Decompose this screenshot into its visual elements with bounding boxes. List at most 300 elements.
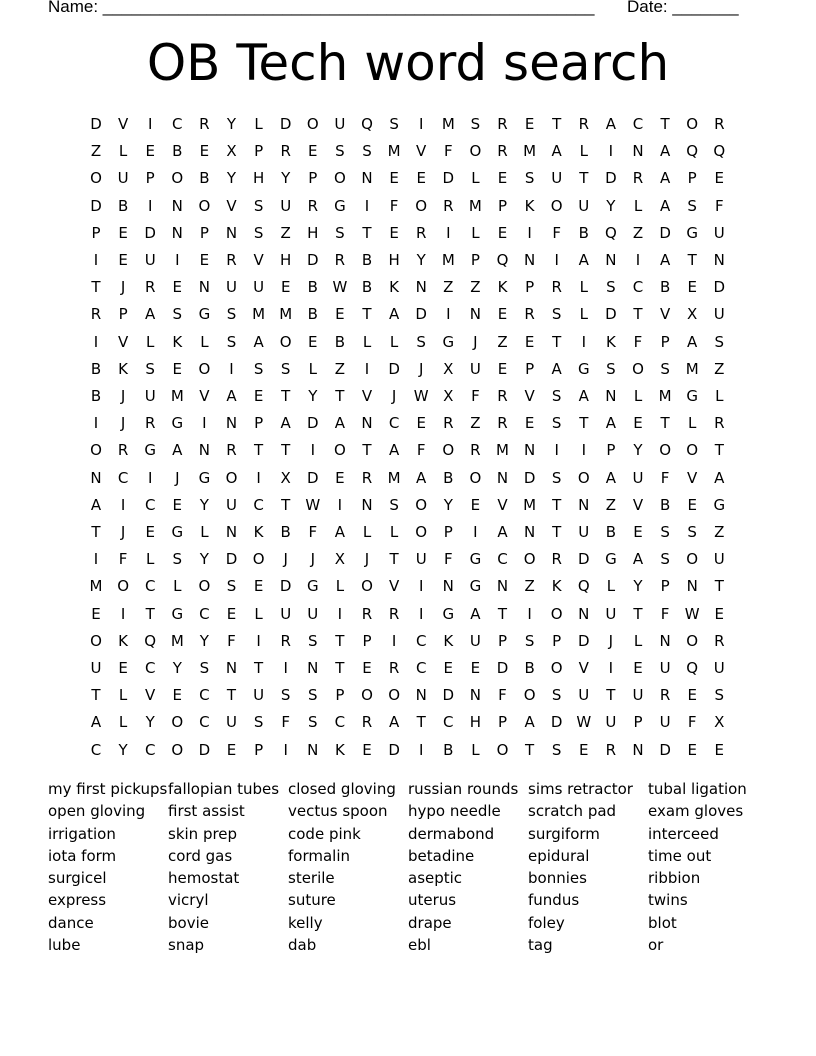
grid-letter[interactable]: X [687, 305, 698, 324]
grid-letter[interactable]: Q [686, 142, 699, 161]
grid-letter[interactable]: E [497, 359, 508, 378]
grid-letter[interactable]: S [714, 332, 725, 351]
grid-letter[interactable]: W [332, 278, 348, 297]
grid-letter[interactable]: E [253, 387, 264, 405]
grid-letter[interactable]: F [633, 332, 643, 351]
grid-letter[interactable]: P [362, 631, 372, 650]
grid-letter[interactable]: U [713, 305, 725, 324]
grid-letter[interactable]: C [632, 278, 644, 297]
grid-letter[interactable]: P [443, 523, 453, 541]
grid-letter[interactable]: Y [226, 169, 237, 188]
grid-letter[interactable]: A [497, 523, 508, 541]
grid-letter[interactable]: R [497, 414, 508, 433]
grid-letter[interactable]: I [527, 604, 532, 623]
grid-letter[interactable]: I [93, 332, 99, 351]
grid-letter[interactable]: Z [443, 278, 454, 297]
grid-letter[interactable]: A [334, 523, 346, 541]
grid-letter[interactable]: S [551, 740, 562, 759]
grid-letter[interactable]: A [578, 387, 589, 405]
grid-letter[interactable]: N [415, 278, 427, 297]
grid-letter[interactable]: V [145, 686, 156, 705]
grid-letter[interactable]: D [307, 468, 319, 487]
grid-letter[interactable]: Y [172, 659, 182, 677]
grid-letter[interactable]: T [91, 278, 101, 297]
grid-letter[interactable]: J [283, 550, 288, 569]
grid-letter[interactable]: L [579, 305, 588, 324]
grid-letter[interactable]: I [418, 740, 424, 759]
grid-letter[interactable]: M [685, 359, 699, 378]
grid-letter[interactable]: S [660, 523, 670, 541]
grid-letter[interactable]: I [554, 441, 559, 460]
grid-letter[interactable]: N [171, 223, 183, 242]
grid-letter[interactable]: F [687, 713, 697, 732]
grid-letter[interactable]: N [578, 604, 590, 623]
grid-letter[interactable]: B [307, 305, 318, 324]
grid-letter[interactable]: B [443, 468, 454, 487]
grid-letter[interactable]: V [659, 305, 671, 324]
grid-letter[interactable]: A [524, 713, 535, 732]
grid-letter[interactable]: J [120, 387, 126, 405]
grid-letter[interactable]: O [550, 659, 563, 677]
grid-letter[interactable]: Q [577, 577, 590, 596]
grid-letter[interactable]: I [581, 441, 587, 460]
grid-letter[interactable]: S [714, 686, 725, 705]
grid-letter[interactable]: L [389, 332, 399, 351]
grid-letter[interactable]: H [469, 713, 482, 732]
grid-letter[interactable]: O [577, 468, 590, 487]
grid-letter[interactable]: A [90, 495, 102, 514]
grid-letter[interactable]: N [361, 414, 373, 433]
grid-letter[interactable]: N [523, 441, 536, 460]
grid-letter[interactable]: E [416, 169, 426, 188]
grid-letter[interactable]: G [171, 414, 184, 433]
grid-letter[interactable]: L [118, 686, 128, 705]
grid-letter[interactable]: R [361, 468, 373, 487]
grid-letter[interactable]: S [687, 523, 697, 541]
grid-letter[interactable]: E [362, 659, 372, 677]
grid-letter[interactable]: A [659, 142, 671, 161]
grid-letter[interactable]: P [660, 332, 670, 351]
grid-letter[interactable]: N [415, 686, 427, 705]
grid-letter[interactable]: I [147, 196, 153, 215]
grid-letter[interactable]: E [633, 414, 643, 433]
grid-letter[interactable]: P [497, 713, 508, 732]
grid-letter[interactable]: S [253, 359, 264, 378]
grid-letter[interactable]: D [523, 468, 536, 487]
grid-letter[interactable]: R [117, 441, 129, 460]
grid-letter[interactable]: B [172, 142, 183, 161]
grid-letter[interactable]: O [171, 713, 184, 732]
grid-letter[interactable]: T [335, 659, 345, 677]
grid-letter[interactable]: E [172, 495, 183, 514]
grid-letter[interactable]: B [578, 223, 589, 242]
grid-letter[interactable]: S [172, 550, 183, 569]
grid-letter[interactable]: S [226, 305, 237, 324]
grid-letter[interactable]: G [144, 441, 156, 460]
grid-letter[interactable]: Y [199, 550, 209, 569]
grid-letter[interactable]: P [552, 631, 562, 650]
grid-letter[interactable]: N [307, 740, 319, 759]
grid-letter[interactable]: A [632, 550, 644, 569]
grid-letter[interactable]: L [715, 387, 724, 405]
grid-letter[interactable]: O [659, 441, 671, 460]
grid-letter[interactable]: P [633, 713, 643, 732]
grid-letter[interactable]: U [469, 359, 481, 378]
grid-letter[interactable]: C [415, 631, 427, 650]
grid-letter[interactable]: O [198, 196, 211, 215]
grid-letter[interactable]: S [389, 115, 399, 133]
grid-letter[interactable]: E [335, 468, 345, 487]
grid-letter[interactable]: P [254, 142, 264, 161]
grid-letter[interactable]: E [118, 251, 128, 269]
grid-letter[interactable]: J [418, 359, 424, 378]
grid-letter[interactable]: R [714, 115, 725, 133]
grid-letter[interactable]: E [524, 414, 535, 433]
grid-letter[interactable]: T [281, 441, 291, 460]
grid-letter[interactable]: Y [145, 713, 155, 732]
grid-letter[interactable]: T [497, 604, 508, 623]
grid-letter[interactable]: T [254, 441, 264, 460]
grid-letter[interactable]: W [413, 387, 429, 405]
grid-letter[interactable]: E [91, 604, 101, 623]
grid-letter[interactable]: N [225, 414, 238, 433]
grid-letter[interactable]: I [256, 468, 261, 487]
grid-letter[interactable]: B [117, 196, 129, 215]
grid-letter[interactable]: P [335, 686, 345, 705]
grid-letter[interactable]: O [90, 169, 102, 188]
grid-letter[interactable]: N [469, 686, 481, 705]
grid-letter[interactable]: U [226, 278, 237, 297]
grid-letter[interactable]: R [199, 115, 210, 133]
grid-letter[interactable]: D [659, 223, 671, 242]
grid-letter[interactable]: T [687, 251, 697, 269]
grid-letter[interactable]: C [497, 550, 508, 569]
grid-letter[interactable]: L [633, 196, 643, 215]
grid-letter[interactable]: A [687, 332, 698, 351]
grid-letter[interactable]: R [714, 631, 725, 650]
grid-letter[interactable]: U [144, 387, 156, 405]
grid-letter[interactable]: M [279, 305, 293, 324]
grid-letter[interactable]: E [470, 659, 481, 677]
grid-letter[interactable]: R [144, 278, 156, 297]
grid-letter[interactable]: R [334, 251, 346, 269]
grid-letter[interactable]: P [606, 441, 616, 460]
grid-letter[interactable]: J [310, 550, 316, 569]
grid-letter[interactable]: U [280, 604, 292, 623]
grid-letter[interactable]: O [686, 550, 699, 569]
grid-letter[interactable]: G [577, 359, 590, 378]
grid-letter[interactable]: C [632, 115, 644, 133]
grid-letter[interactable]: Y [633, 577, 643, 596]
grid-letter[interactable]: N [171, 196, 183, 215]
grid-letter[interactable]: O [415, 495, 428, 514]
grid-letter[interactable]: E [280, 278, 291, 297]
grid-letter[interactable]: L [254, 115, 263, 133]
grid-letter[interactable]: U [632, 686, 644, 705]
grid-letter[interactable]: P [145, 169, 155, 188]
grid-letter[interactable]: G [334, 196, 346, 215]
grid-letter[interactable]: T [714, 441, 724, 460]
grid-letter[interactable]: K [524, 196, 535, 215]
grid-letter[interactable]: M [441, 251, 455, 269]
grid-letter[interactable]: Z [470, 414, 481, 433]
grid-letter[interactable]: O [117, 577, 129, 596]
grid-letter[interactable]: T [281, 387, 291, 405]
grid-letter[interactable]: Q [496, 251, 509, 269]
grid-letter[interactable]: T [579, 169, 589, 188]
grid-letter[interactable]: V [117, 332, 129, 351]
grid-letter[interactable]: Y [118, 740, 128, 759]
grid-letter[interactable]: S [335, 223, 345, 242]
grid-letter[interactable]: A [388, 305, 400, 324]
grid-letter[interactable]: I [283, 659, 288, 677]
grid-letter[interactable]: R [415, 223, 427, 242]
grid-letter[interactable]: I [283, 740, 288, 759]
grid-letter[interactable]: A [280, 414, 291, 433]
grid-letter[interactable]: D [198, 740, 211, 759]
grid-letter[interactable]: R [524, 305, 535, 324]
grid-letter[interactable]: M [387, 468, 401, 487]
grid-letter[interactable]: S [687, 196, 697, 215]
grid-letter[interactable]: L [146, 550, 155, 569]
grid-letter[interactable]: I [120, 604, 126, 623]
grid-letter[interactable]: F [471, 387, 480, 405]
grid-letter[interactable]: U [226, 713, 237, 732]
grid-letter[interactable]: B [659, 495, 671, 514]
grid-letter[interactable]: T [714, 577, 724, 596]
grid-letter[interactable]: X [280, 468, 291, 487]
grid-letter[interactable]: O [523, 686, 536, 705]
grid-letter[interactable]: S [145, 359, 155, 378]
grid-letter[interactable]: A [605, 468, 617, 487]
grid-letter[interactable]: S [551, 468, 562, 487]
grid-letter[interactable]: N [605, 387, 617, 405]
name-field-label[interactable]: Name: ____________________________________________________ [48, 0, 595, 16]
grid-letter[interactable]: Q [361, 115, 373, 133]
grid-letter[interactable]: O [442, 441, 455, 460]
grid-letter[interactable]: A [714, 468, 725, 487]
grid-letter[interactable]: S [551, 387, 562, 405]
grid-letter[interactable]: P [687, 169, 697, 188]
grid-letter[interactable]: L [471, 169, 480, 188]
grid-letter[interactable]: T [552, 495, 562, 514]
grid-letter[interactable]: A [470, 604, 481, 623]
grid-letter[interactable]: I [581, 332, 587, 351]
grid-letter[interactable]: M [252, 305, 266, 324]
grid-letter[interactable]: C [415, 659, 427, 677]
grid-letter[interactable]: Z [90, 142, 102, 161]
grid-letter[interactable]: K [497, 278, 508, 297]
grid-letter[interactable]: U [578, 686, 590, 705]
grid-letter[interactable]: G [605, 550, 617, 569]
grid-letter[interactable]: N [361, 169, 373, 188]
grid-letter[interactable]: S [226, 577, 237, 596]
grid-letter[interactable]: S [551, 686, 562, 705]
grid-letter[interactable]: F [660, 468, 670, 487]
grid-letter[interactable]: C [334, 713, 346, 732]
grid-letter[interactable]: D [279, 577, 292, 596]
grid-letter[interactable]: A [551, 359, 562, 378]
grid-letter[interactable]: K [118, 359, 129, 378]
grid-letter[interactable]: E [172, 686, 183, 705]
grid-letter[interactable]: C [443, 713, 454, 732]
grid-letter[interactable]: I [147, 115, 153, 133]
grid-letter[interactable]: T [91, 686, 101, 705]
grid-letter[interactable]: Y [281, 169, 291, 188]
grid-letter[interactable]: Z [334, 359, 346, 378]
grid-letter[interactable]: D [659, 740, 671, 759]
grid-letter[interactable]: D [605, 169, 617, 188]
grid-letter[interactable]: S [308, 631, 318, 650]
grid-letter[interactable]: E [118, 659, 128, 677]
grid-letter[interactable]: F [308, 523, 318, 541]
grid-letter[interactable]: R [714, 414, 725, 433]
grid-letter[interactable]: L [633, 631, 643, 650]
grid-letter[interactable]: M [523, 142, 537, 161]
grid-letter[interactable]: E [714, 740, 725, 759]
grid-letter[interactable]: L [471, 223, 480, 242]
grid-letter[interactable]: O [90, 441, 102, 460]
grid-letter[interactable]: D [144, 223, 156, 242]
grid-letter[interactable]: R [388, 604, 400, 623]
grid-letter[interactable]: I [473, 523, 478, 541]
grid-letter[interactable]: Y [308, 387, 318, 405]
grid-letter[interactable]: B [605, 523, 617, 541]
grid-letter[interactable]: O [361, 686, 373, 705]
grid-letter[interactable]: O [415, 523, 428, 541]
grid-letter[interactable]: U [253, 278, 265, 297]
grid-letter[interactable]: B [361, 278, 373, 297]
grid-letter[interactable]: L [173, 577, 182, 596]
grid-letter[interactable]: V [687, 468, 698, 487]
grid-letter[interactable]: G [171, 604, 184, 623]
grid-letter[interactable]: R [361, 604, 373, 623]
grid-letter[interactable]: T [416, 713, 426, 732]
grid-letter[interactable]: C [144, 495, 156, 514]
grid-letter[interactable]: L [308, 359, 317, 378]
grid-letter[interactable]: B [90, 387, 102, 405]
grid-letter[interactable]: X [334, 550, 346, 569]
grid-letter[interactable]: Z [632, 223, 644, 242]
grid-letter[interactable]: Y [199, 495, 209, 514]
grid-letter[interactable]: L [633, 387, 643, 405]
grid-letter[interactable]: K [253, 523, 264, 541]
grid-letter[interactable]: T [606, 686, 616, 705]
grid-letter[interactable]: M [170, 387, 184, 405]
grid-letter[interactable]: D [90, 196, 102, 215]
grid-letter[interactable]: N [496, 468, 509, 487]
grid-letter[interactable]: S [551, 414, 562, 433]
grid-letter[interactable]: E [308, 332, 318, 351]
grid-letter[interactable]: S [335, 142, 345, 161]
grid-letter[interactable]: E [199, 142, 210, 161]
grid-letter[interactable]: I [608, 659, 614, 677]
grid-letter[interactable]: U [605, 713, 617, 732]
grid-letter[interactable]: D [578, 631, 590, 650]
grid-letter[interactable]: O [171, 740, 184, 759]
grid-letter[interactable]: C [90, 740, 102, 759]
grid-letter[interactable]: M [468, 196, 482, 215]
grid-letter[interactable]: E [226, 740, 237, 759]
grid-letter[interactable]: U [469, 631, 481, 650]
grid-letter[interactable]: Z [470, 278, 481, 297]
grid-letter[interactable]: T [281, 495, 291, 514]
grid-letter[interactable]: S [253, 713, 264, 732]
grid-letter[interactable]: V [388, 577, 400, 596]
grid-letter[interactable]: S [308, 686, 318, 705]
grid-letter[interactable]: D [307, 251, 319, 269]
grid-letter[interactable]: Y [443, 495, 453, 514]
grid-letter[interactable]: Z [605, 495, 617, 514]
grid-letter[interactable]: M [523, 495, 537, 514]
grid-letter[interactable]: N [198, 278, 210, 297]
grid-letter[interactable]: C [388, 414, 400, 433]
grid-letter[interactable]: V [524, 387, 535, 405]
grid-letter[interactable]: N [713, 251, 725, 269]
grid-letter[interactable]: S [253, 196, 264, 215]
grid-letter[interactable]: V [497, 495, 508, 514]
grid-letter[interactable]: B [307, 278, 318, 297]
grid-letter[interactable]: E [308, 142, 318, 161]
grid-letter[interactable]: K [389, 278, 400, 297]
grid-letter[interactable]: S [524, 169, 535, 188]
grid-letter[interactable]: E [145, 523, 155, 541]
grid-letter[interactable]: O [90, 631, 102, 650]
grid-letter[interactable]: N [523, 251, 536, 269]
grid-letter[interactable]: F [443, 142, 453, 161]
grid-letter[interactable]: U [578, 196, 590, 215]
grid-letter[interactable]: G [442, 604, 455, 623]
grid-letter[interactable]: S [199, 659, 210, 677]
grid-letter[interactable]: N [523, 523, 536, 541]
grid-letter[interactable]: U [253, 686, 265, 705]
grid-letter[interactable]: E [118, 223, 128, 242]
grid-letter[interactable]: O [469, 468, 482, 487]
grid-letter[interactable]: A [605, 414, 617, 433]
grid-letter[interactable]: F [118, 550, 128, 569]
grid-letter[interactable]: I [635, 251, 641, 269]
grid-letter[interactable]: Y [199, 631, 209, 650]
grid-letter[interactable]: A [388, 441, 400, 460]
grid-letter[interactable]: U [90, 659, 102, 677]
grid-letter[interactable]: Y [416, 251, 426, 269]
grid-letter[interactable]: T [633, 305, 643, 324]
grid-letter[interactable]: A [253, 332, 264, 351]
grid-letter[interactable]: B [334, 332, 346, 351]
grid-letter[interactable]: T [660, 115, 670, 133]
grid-letter[interactable]: U [713, 659, 725, 677]
grid-letter[interactable]: V [416, 142, 427, 161]
grid-letter[interactable]: R [632, 169, 644, 188]
grid-letter[interactable]: E [687, 686, 697, 705]
grid-letter[interactable]: E [633, 659, 643, 677]
grid-letter[interactable]: Q [686, 659, 699, 677]
grid-letter[interactable]: G [469, 550, 482, 569]
grid-letter[interactable]: E [497, 305, 508, 324]
grid-letter[interactable]: M [658, 387, 672, 405]
grid-letter[interactable]: O [469, 142, 482, 161]
grid-letter[interactable]: L [118, 713, 128, 732]
grid-letter[interactable]: O [333, 169, 346, 188]
grid-letter[interactable]: N [686, 577, 698, 596]
grid-letter[interactable]: R [280, 142, 291, 161]
grid-letter[interactable]: I [418, 115, 424, 133]
grid-letter[interactable]: N [469, 305, 481, 324]
grid-letter[interactable]: P [470, 251, 480, 269]
grid-letter[interactable]: P [91, 223, 101, 242]
grid-letter[interactable]: I [256, 631, 261, 650]
grid-letter[interactable]: S [660, 550, 670, 569]
